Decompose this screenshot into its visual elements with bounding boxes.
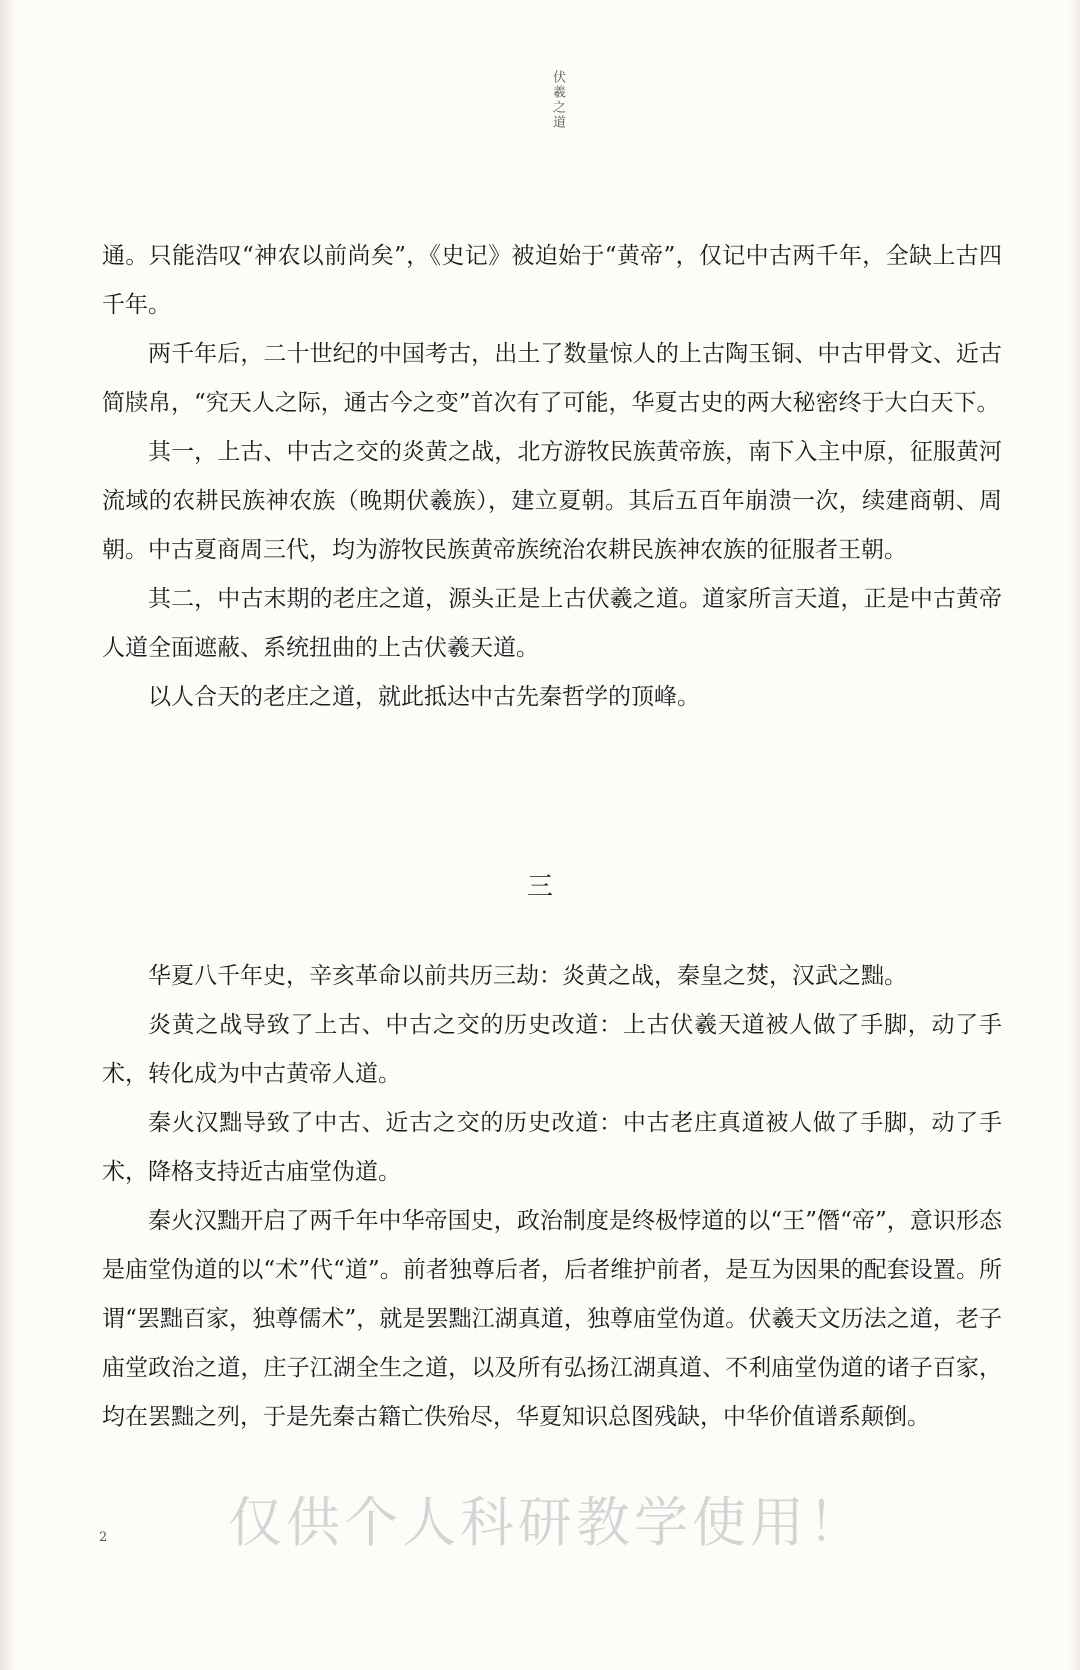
running-head: 伏羲之道 — [550, 70, 565, 130]
body-section-2 — [102, 952, 1002, 1442]
paragraph: 其一，上古、中古之交的炎黄之战，北方游牧民族黄帝族，南下入主中原，征服黄河流域的农耕民族神农族（晚期伏羲族），建立夏朝。其后五百年崩溃一次，续建商朝、周朝。中古夏商周三代，均为游牧民族黄帝族统治农耕民族神农族的征服者王朝。 — [102, 439, 1002, 563]
paragraph: 两千年后，二十世纪的中国考古，出土了数量惊人的上古陶玉铜、中古甲骨文、近古简牍帛，“究天人之际，通古今之变”首次有了可能，华夏古史的两大秘密终于大白天下。 — [102, 341, 1002, 416]
section-heading: 三 — [526, 872, 553, 902]
page-number: 2 — [99, 1530, 108, 1545]
paragraph: 以人合天的老庄之道，就此抵达中古先秦哲学的顶峰。 — [148, 684, 700, 710]
paragraph: 通。只能浩叹“神农以前尚矣”，《史记》被迫始于“黄帝”，仅记中古两千年，全缺上古四千年。 — [102, 243, 1002, 318]
page-edge-shadow — [0, 0, 16, 1670]
paragraph: 秦火汉黜开启了两千年中华帝国史，政治制度是终极悖道的以“王”僭“帝”，意识形态是庙堂伪道的以“术”代“道”。前者独尊后者，后者维护前者，是互为因果的配套设置。所谓“罢黜百家，独尊儒术”，就是罢黜江湖真道，独尊庙堂伪道。伏羲天文历法之道，老子庙堂政治之道，庄子江湖全生之道，以及所有弘扬江湖真道、不利庙堂伪道的诸子百家，均在罢黜之列，于是先秦古籍亡佚殆尽，华夏知识总图残缺，中华价值谱系颠倒。 — [102, 1208, 1002, 1430]
paragraph: 其二，中古末期的老庄之道，源头正是上古伏羲之道。道家所言天道，正是中古黄帝人道全面遮蔽、系统扭曲的上古伏羲天道。 — [102, 586, 1002, 661]
page-edge-right-shadow — [1068, 0, 1080, 1670]
paragraph: 秦火汉黜导致了中古、近古之交的历史改道：中古老庄真道被人做了手脚，动了手术，降格支持近古庙堂伪道。 — [102, 1110, 1002, 1185]
paragraph: 华夏八千年史，辛亥革命以前共历三劫：炎黄之战，秦皇之焚，汉武之黜。 — [148, 963, 907, 989]
body-section-1 — [102, 232, 1002, 722]
watermark: 仅供个人科研教学使用！ — [228, 1491, 866, 1554]
paragraph: 炎黄之战导致了上古、中古之交的历史改道：上古伏羲天道被人做了手脚，动了手术，转化成为中古黄帝人道。 — [102, 1012, 1002, 1087]
